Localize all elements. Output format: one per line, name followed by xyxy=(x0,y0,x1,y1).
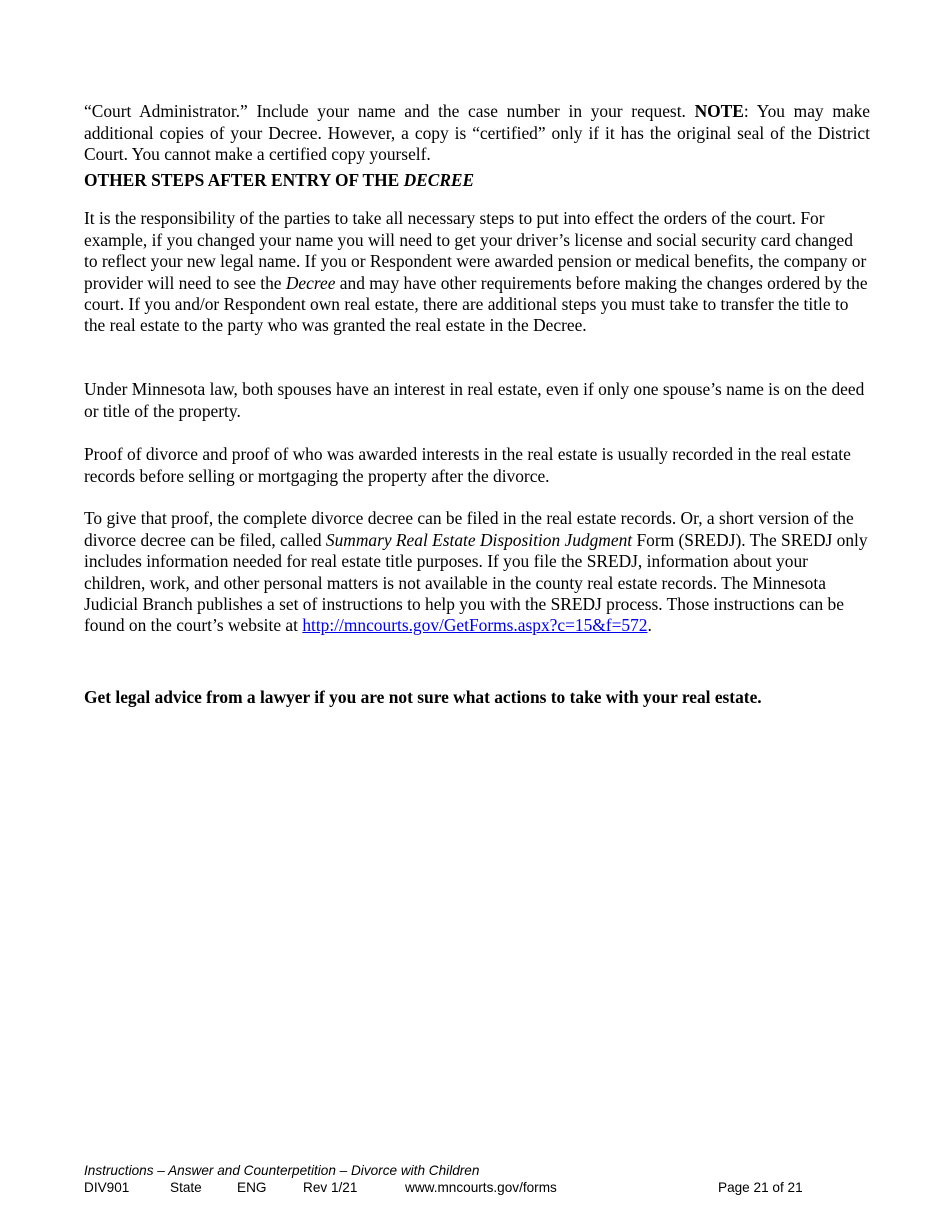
section-heading xyxy=(84,170,870,191)
paragraph-text: . xyxy=(647,615,652,636)
footer-revision: Rev 1/21 xyxy=(303,1180,358,1195)
footer-website: www.mncourts.gov/forms xyxy=(405,1180,557,1195)
paragraph-text: “Court Administrator.” Include your name and the case number in your request. xyxy=(84,101,695,122)
paragraph-responsibility xyxy=(84,208,870,336)
sredj-instructions-link[interactable]: http://mncourts.gov/GetForms.aspx?c=15&f=572 xyxy=(302,615,648,636)
paragraph-minnesota-law: Under Minnesota law, both spouses have an interest in real estate, even if only one spouse’s name is on the deed or title of the property. xyxy=(84,379,865,421)
footer-form-id: DIV901 xyxy=(84,1180,130,1195)
paragraph-text: Form (SREDJ). The SREDJ only includes information needed for real estate title purposes. If you file the SREDJ, information about your children, work, and other personal matters is not available in the county real estate records. The Minnesota Judicial Branch publishes a set of instructions to help you with the SREDJ process. Those instructions can be found on the court’s website at xyxy=(84,529,868,636)
footer-title: Instructions – Answer and Counterpetition – Divorce with Children xyxy=(84,1163,480,1178)
sredj-title-italic: Summary Real Estate Disposition Judgment xyxy=(325,529,633,550)
paragraph-certified-copy xyxy=(84,101,870,165)
heading-italic: DECREE xyxy=(403,170,475,190)
paragraph-text: It is the responsibility of the parties to take all necessary steps to put into effect the orders of the court. For example, if you changed your name you will need to get your driver’s license and social security card changed to reflect your new legal name. If you or Respondent were awarded pension or medical benefits, the company or provider will need to see the xyxy=(84,208,867,293)
paragraph-sredj xyxy=(84,508,870,636)
heading-text: OTHER STEPS AFTER ENTRY OF THE xyxy=(84,170,404,190)
footer-language: ENG xyxy=(237,1180,267,1195)
decree-italic: Decree xyxy=(285,272,336,293)
paragraph-text: To give that proof, the complete divorce decree can be filed in the real estate records. Or, a short version of the divorce decree can be filed, called xyxy=(84,508,854,550)
paragraph-text: and may have other requirements before making the changes ordered by the court. If you and/or Respondent own real estate, there are additional steps you must take to transfer the title to the real estate to the party who was granted the real estate in the Decree. xyxy=(84,272,868,336)
footer-meta-row xyxy=(84,1179,870,1196)
paragraph-text: : You may make additional copies of your Decree. However, a copy is “certified” only if it has the original seal of the District Court. You cannot make a certified copy yourself. xyxy=(84,101,870,165)
paragraph-proof-of-divorce: Proof of divorce and proof of who was awarded interests in the real estate is usually recorded in the real estate records before selling or mortgaging the property after the divorce. xyxy=(84,444,851,486)
note-label: NOTE xyxy=(694,101,744,122)
legal-advice-notice: Get legal advice from a lawyer if you are not sure what actions to take with your real estate. xyxy=(84,687,762,708)
footer-page-number: Page 21 of 21 xyxy=(718,1180,803,1195)
footer-state: State xyxy=(170,1180,202,1195)
